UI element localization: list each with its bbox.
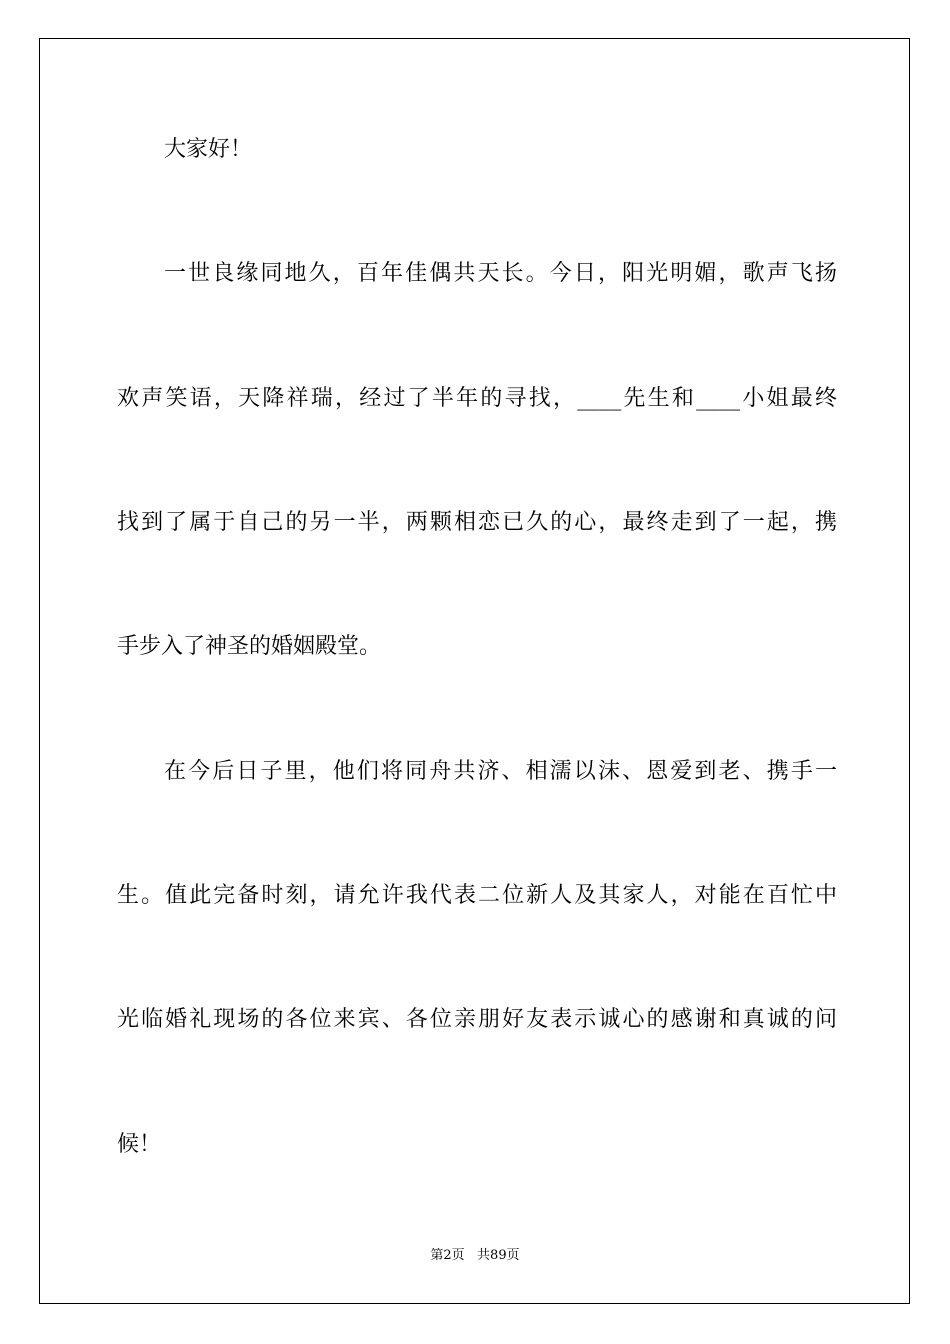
paragraph-2-line-4: 候！	[117, 1132, 162, 1157]
paragraph-1-line-1: 一世良缘同地久，百年佳偶共天长。今日，阳光明媚，歌声飞扬	[164, 261, 837, 286]
paragraph-1-line-3: 找到了属于自己的另一半，两颗相恋已久的心，最终走到了一起，携	[117, 510, 837, 535]
page-border	[39, 38, 910, 1304]
page-number-footer: 第2页 共89页	[430, 1248, 520, 1263]
greeting-line: 大家好！	[164, 137, 253, 162]
paragraph-2-line-1: 在今后日子里，他们将同舟共济、相濡以沫、恩爱到老、携手一	[164, 759, 837, 784]
paragraph-2-line-3: 光临婚礼现场的各位来宾、各位亲朋好友表示诚心的感谢和真诚的问	[117, 1007, 837, 1032]
paragraph-2-line-2: 生。值此完备时刻，请允许我代表二位新人及其家人，对能在百忙中	[117, 883, 837, 908]
paragraph-1-line-4: 手步入了神圣的婚姻殿堂。	[117, 634, 382, 659]
paragraph-1-line-2: 欢声笑语，天降祥瑞，经过了半年的寻找，____先生和____小姐最终	[117, 386, 837, 411]
